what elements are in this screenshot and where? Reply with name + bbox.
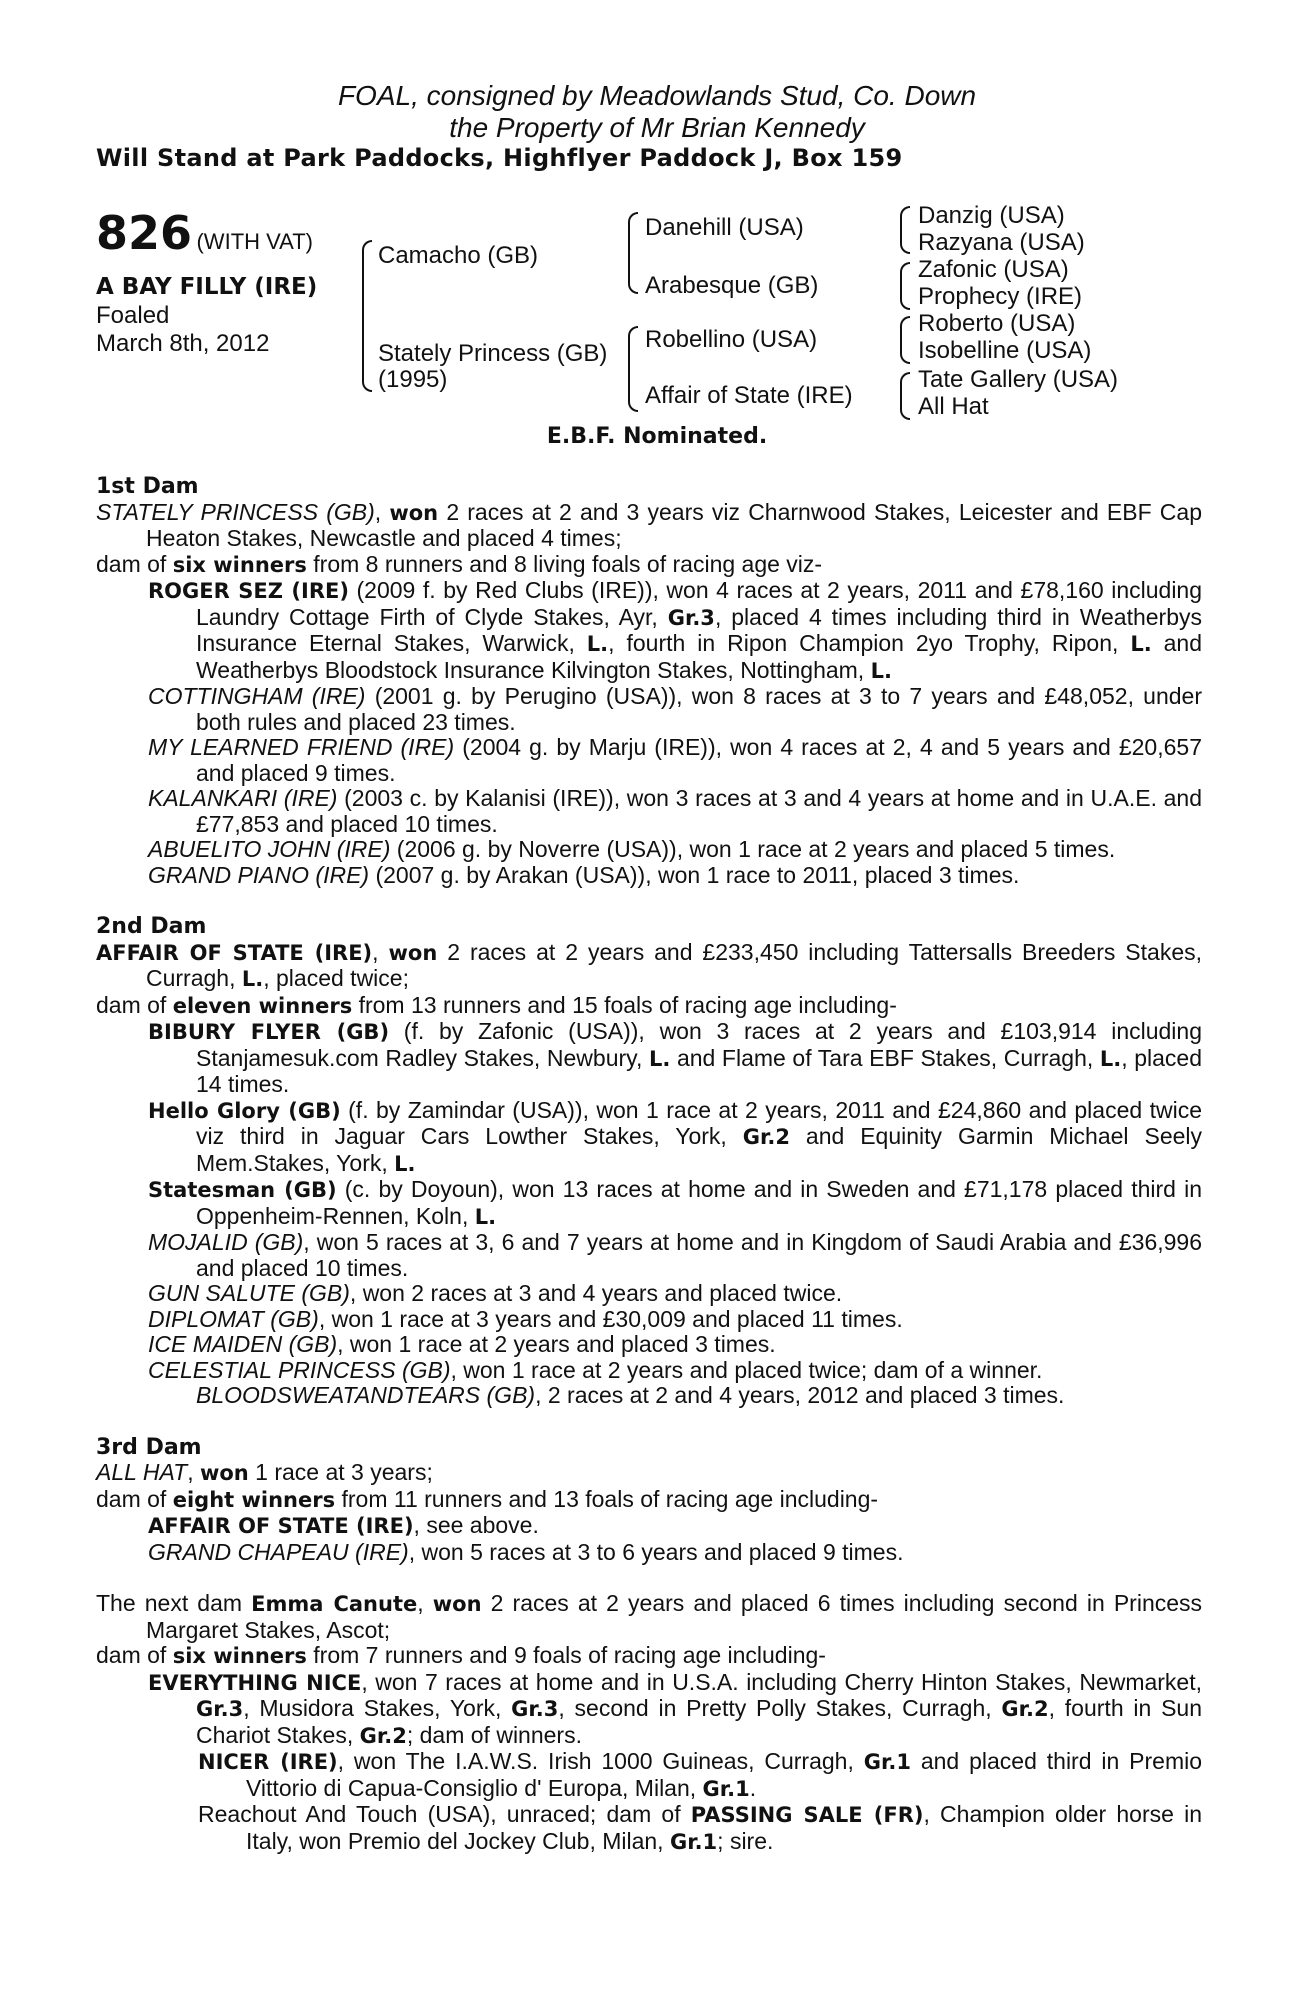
first-dam-heading: 1st Dam xyxy=(96,474,199,499)
brace-gen3-2 xyxy=(900,262,910,310)
pedigree-gen3-1: Danzig (USA) xyxy=(918,202,1065,229)
catalogue-body xyxy=(96,474,1202,1855)
second-dam-heading: 2nd Dam xyxy=(96,914,207,939)
list-item: ABUELITO JOHN (IRE) (2006 g. by Noverre (USA)), won 1 race at 2 years and placed 5 times. xyxy=(148,836,1116,862)
list-item: COTTINGHAM (IRE) (2001 g. by Perugino (USA)), won 8 races at 3 to 7 years and £48,052, under both rules and placed 23 times. xyxy=(148,683,1202,735)
foaled-label: Foaled xyxy=(96,302,170,329)
lot-name: A BAY FILLY (IRE) xyxy=(96,274,318,300)
ebf-nomination: E.B.F. Nominated. xyxy=(546,424,768,449)
list-item: CELESTIAL PRINCESS (GB), won 1 race at 2 years and placed twice; dam of a winner. xyxy=(148,1356,1043,1383)
lot-heading xyxy=(96,206,313,260)
list-item: BLOODSWEATANDTEARS (GB), 2 races at 2 and 4 years, 2012 and placed 3 times. xyxy=(196,1382,1065,1408)
second-dam-produce: dam of eleven winners from 13 runners and 15 foals of racing age including- xyxy=(96,991,897,1018)
sire: Camacho (GB) xyxy=(378,242,539,269)
list-item: DIPLOMAT (GB), won 1 race at 3 years and £30,009 and placed 11 times. xyxy=(148,1305,903,1332)
fourth-dam-record: The next dam Emma Canute, won 2 races at 2 years and placed 6 times including second in Princess Margaret Stakes, Ascot; xyxy=(96,1590,1203,1643)
pedigree-gen3-7: Tate Gallery (USA) xyxy=(918,366,1119,393)
list-item: MOJALID (GB), won 5 races at 3, 6 and 7 years at home and in Kingdom of Saudi Arabia and £36,996 and placed 10 times. xyxy=(148,1229,1202,1281)
dam-year: (1995) xyxy=(378,366,448,393)
foaled-date: March 8th, 2012 xyxy=(96,330,270,357)
fourth-dam-produce: dam of six winners from 7 runners and 9 foals of racing age including- xyxy=(96,1642,826,1668)
list-item: Reachout And Touch (USA), unraced; dam of PASSING SALE (FR), Champion older horse in Italy, won Premio del Jockey Club, Milan, Gr.1; sire. xyxy=(198,1801,1203,1854)
pedigree-gen3-6: Isobelline (USA) xyxy=(918,337,1092,364)
pedigree-gen2-4: Affair of State (IRE) xyxy=(645,382,853,409)
pedigree-gen3-8: All Hat xyxy=(918,393,989,420)
first-dam-produce: dam of six winners from 8 runners and 8 living foals of racing age viz- xyxy=(96,550,823,577)
list-item: ROGER SEZ (IRE) (2009 f. by Red Clubs (IRE)), won 4 races at 2 years, 2011 and £78,160 including Laundry Cottage Firth of Clyde Stakes, Ayr, Gr.3, placed 4 times including third in Weatherbys Insurance Eternal Stakes, Warwick, L., fourth in Ripon Champion 2yo Trophy, Ripon, L. and Weatherbys Bloodstock Insurance Kilvington Stakes, Nottingham, L. xyxy=(148,577,1203,683)
consignor-line: FOAL, consigned by Meadowlands Stud, Co. Down xyxy=(337,80,977,111)
dam: Stately Princess (GB) xyxy=(378,340,608,367)
vat-note: (WITH VAT) xyxy=(196,229,313,254)
pedigree-gen3-4: Prophecy (IRE) xyxy=(918,283,1083,310)
lot-number: 826 xyxy=(96,206,193,260)
third-dam-record: ALL HAT, won 1 race at 3 years; xyxy=(96,1459,433,1485)
first-dam-record: STATELY PRINCESS (GB), won 2 races at 2 and 3 years viz Charnwood Stakes, Leicester and EBF Cap Heaton Stakes, Newcastle and placed 4 times; xyxy=(96,498,1202,551)
pedigree-gen2-2: Arabesque (GB) xyxy=(645,272,819,299)
pedigree-gen3-3: Zafonic (USA) xyxy=(918,256,1069,283)
list-item: Statesman (GB) (c. by Doyoun), won 13 races at home and in Sweden and £71,178 placed third in Oppenheim-Rennen, Koln, L. xyxy=(148,1176,1203,1229)
list-item: AFFAIR OF STATE (IRE), see above. xyxy=(148,1512,539,1538)
second-dam-record: AFFAIR OF STATE (IRE), won 2 races at 2 years and £233,450 including Tattersalls Breeders Stakes, Curragh, L., placed twice; xyxy=(96,938,1203,991)
list-item: MY LEARNED FRIEND (IRE) (2004 g. by Marju (IRE)), won 4 races at 2, 4 and 5 years and £20,657 and placed 9 times. xyxy=(148,734,1202,786)
pedigree-gen3-2: Razyana (USA) xyxy=(918,229,1085,256)
brace-gen3-4 xyxy=(900,372,910,420)
list-item: NICER (IRE), won The I.A.W.S. Irish 1000 Guineas, Curragh, Gr.1 and placed third in Premio Vittorio di Capua-Consiglio d' Europa, Milan, Gr.1. xyxy=(198,1748,1203,1801)
brace-gen3-1 xyxy=(900,206,910,254)
pedigree-gen2-1: Danehill (USA) xyxy=(645,214,804,241)
list-item: ICE MAIDEN (GB), won 1 race at 2 years and placed 3 times. xyxy=(148,1331,776,1357)
list-item: Hello Glory (GB) (f. by Zamindar (USA)), won 1 race at 2 years, 2011 and £24,860 and placed twice viz third in Jaguar Cars Lowther Stakes, York, Gr.2 and Equinity Garmin Michael Seely Mem.Stakes, York, L. xyxy=(148,1096,1203,1176)
brace-gen1 xyxy=(362,240,372,392)
stand-location: Will Stand at Park Paddocks, Highflyer Paddock J, Box 159 xyxy=(96,144,903,172)
list-item: EVERYTHING NICE, won 7 races at home and in U.S.A. including Cherry Hinton Stakes, Newmarket, Gr.3, Musidora Stakes, York, Gr.3, second in Pretty Polly Stakes, Curragh, Gr.2, fourth in Sun Chariot Stakes, Gr.2; dam of winners. xyxy=(148,1668,1203,1748)
third-dam-produce: dam of eight winners from 11 runners and 13 foals of racing age including- xyxy=(96,1485,879,1512)
list-item: KALANKARI (IRE) (2003 c. by Kalanisi (IRE)), won 3 races at 3 and 4 years at home and in U.A.E. and £77,853 and placed 10 times. xyxy=(148,785,1203,837)
list-item: GUN SALUTE (GB), won 2 races at 3 and 4 years and placed twice. xyxy=(148,1280,843,1306)
pedigree-gen3-5: Roberto (USA) xyxy=(918,310,1076,337)
brace-gen3-3 xyxy=(900,316,910,364)
brace-gen2-dam xyxy=(628,326,638,412)
third-dam-heading: 3rd Dam xyxy=(96,1434,202,1460)
pedigree-gen2-3: Robellino (USA) xyxy=(645,326,818,353)
brace-gen2-sire xyxy=(628,212,638,294)
list-item: GRAND CHAPEAU (IRE), won 5 races at 3 to 6 years and placed 9 times. xyxy=(148,1538,904,1565)
list-item: BIBURY FLYER (GB) (f. by Zafonic (USA)), won 3 races at 2 years and £103,914 including Stanjamesuk.com Radley Stakes, Newbury, L. and Flame of Tara EBF Stakes, Curragh, L., placed 14 times. xyxy=(148,1018,1203,1097)
list-item: GRAND PIANO (IRE) (2007 g. by Arakan (USA)), won 1 race to 2011, placed 3 times. xyxy=(148,861,1020,888)
property-line: the Property of Mr Brian Kennedy xyxy=(449,112,865,143)
